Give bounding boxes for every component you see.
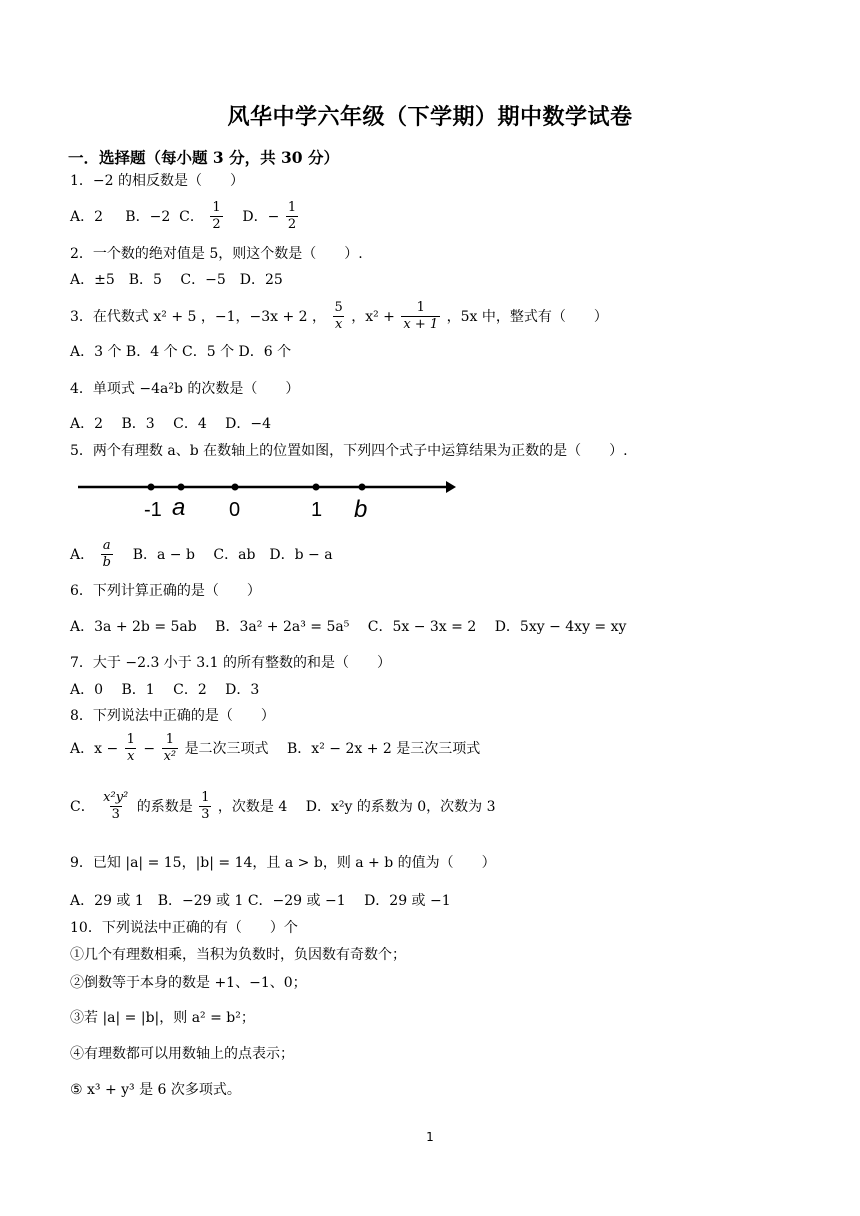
point-1: [313, 484, 320, 491]
number-line-figure: [74, 470, 464, 530]
label-1: 1: [311, 499, 323, 521]
q1-option-d: D．−: [242, 208, 280, 225]
q10-stem: 10．下列说法中正确的有（ ）个: [70, 920, 298, 936]
number-line-arrow: [446, 481, 456, 493]
q8-a-fraction-2: $\frac{1}{\text{x²}}$: [163, 732, 177, 765]
label-a: a: [172, 494, 186, 521]
point-0: [232, 484, 239, 491]
q3-options: A．3 个 B．4 个 C．5 个 D．6 个: [70, 344, 292, 360]
point-a: [178, 484, 185, 491]
q5-stem: 5．两个有理数 a、b 在数轴上的位置如图，下列四个式子中运算结果为正数的是（ ）.: [70, 443, 628, 459]
q8-a-fraction-1: $\frac{1}{x}$: [126, 732, 135, 765]
q10-item-5: ⑤ x³ + y³ 是 6 次多项式。: [70, 1082, 241, 1098]
label-0: 0: [229, 499, 241, 521]
point-b: [359, 484, 366, 491]
q8-stem: 8．下列说法中正确的是（ ）: [70, 708, 275, 724]
q1-d-fraction: $\frac{1}{2}$: [287, 200, 297, 233]
q1-option-a: A．2: [70, 208, 104, 225]
q3-stem: 3．在代数式 x² + 5 ，−1，−3x + 2 ， $\frac{5}{x}$ ，x² + $\frac{1}{x + 1}$ ，5x 中，整式有（ ）: [70, 300, 608, 333]
point-minus-1: [148, 484, 155, 491]
q5-options: A． $\frac{a}{b}$ B．a − b C．ab D．b − a: [70, 538, 333, 571]
q10-item-2: ②倒数等于本身的数是 +1、−1、0；: [70, 975, 307, 991]
q9-options: A．29 或 1 B．−29 或 1 C．−29 或 −1 D．29 或 −1: [70, 893, 451, 909]
q4-stem: 4．单项式 −4a²b 的次数是（ ）: [70, 381, 300, 397]
q8-c-fraction-1: $\frac{\text{x²y²}}{3}$: [103, 790, 129, 823]
q2-stem: 2．一个数的绝对值是 5，则这个数是（ ）.: [70, 246, 363, 262]
q4-options: A．2 B．3 C．4 D．−4: [70, 416, 272, 432]
q6-stem: 6．下列计算正确的是（ ）: [70, 583, 261, 599]
q1-stem: 1．−2 的相反数是（ ）: [70, 173, 244, 189]
q8-c-fraction-2: $\frac{1}{3}$: [201, 790, 210, 823]
q1-options: [70, 200, 300, 234]
q8-options-cd: C． $\frac{\text{x²y²}}{3}$ 的系数是 $\frac{1}{3}$ ，次数是 4 D．x²y 的系数为 0，次数为 3: [70, 790, 496, 823]
q1-option-c: C．: [179, 208, 204, 225]
q10-item-4: ④有理数都可以用数轴上的点表示；: [70, 1046, 294, 1062]
q1-c-fraction: $\frac{1}{2}$: [212, 200, 221, 233]
q7-options: A．0 B．1 C．2 D．3: [70, 682, 260, 698]
q9-stem: 9．已知 |a| = 15，|b| = 14，且 a > b，则 a + b 的值为（ ）: [70, 855, 496, 871]
section-heading: 一．选择题（每小题 3 分，共 30 分）: [68, 148, 339, 167]
q6-options: A．3a + 2b = 5ab B．3a² + 2a³ = 5a⁵ C．5x − 3x = 2 D．5xy − 4xy = xy: [70, 619, 627, 635]
q3-fraction-2: $\frac{1}{x + 1}$: [403, 300, 439, 333]
q7-stem: 7．大于 −2.3 小于 3.1 的所有整数的和是（ ）: [70, 655, 391, 671]
label-b: b: [354, 496, 368, 523]
q10-item-3: ③若 |a| = |b|，则 a² = b²；: [70, 1010, 255, 1026]
q1-option-b: B．−2: [125, 208, 171, 225]
page-number: 1: [426, 1130, 434, 1144]
q2-options: A．±5 B．5 C．−5 D．25: [70, 272, 283, 288]
label-minus-1: -1: [144, 499, 162, 521]
q5-a-fraction: $\frac{a}{b}$: [102, 538, 111, 571]
exam-title: 风华中学六年级（下学期）期中数学试卷: [227, 104, 633, 130]
q10-item-1: ①几个有理数相乘，当积为负数时，负因数有奇数个；: [70, 947, 406, 963]
q3-fraction-1: $\frac{5}{x}$: [334, 300, 343, 333]
q8-options-ab: A．x − $\frac{1}{x}$ − $\frac{1}{\text{x²}}$ 是二次三项式 B．x² − 2x + 2 是三次三项式: [70, 732, 481, 765]
